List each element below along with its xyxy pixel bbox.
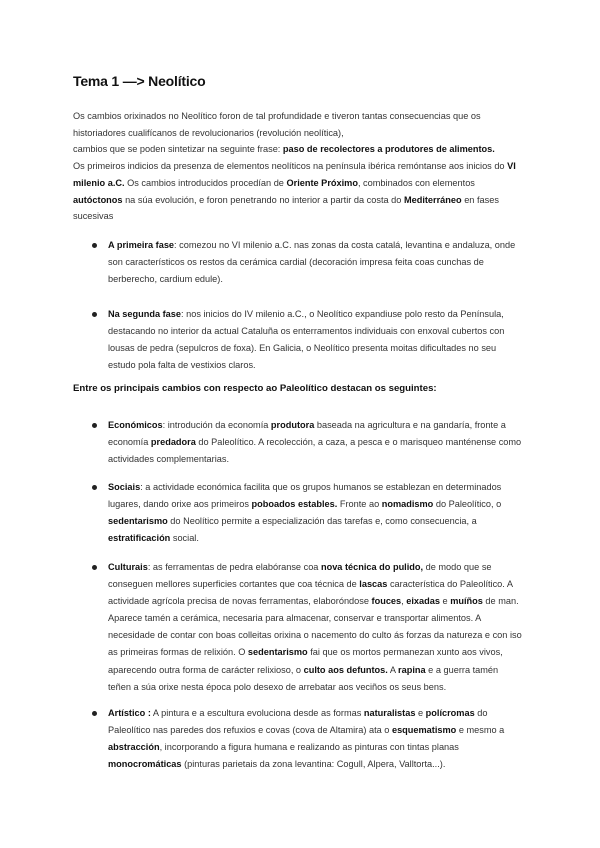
bullet-dot [92, 565, 97, 570]
intro-line: Os primeiros indicios da presenza de elementos neolíticos na península ibérica remóntanse aos inicios do VI [73, 161, 516, 172]
change-item-economic: Económicos: introdución da economía produtora baseada na agricultura e na gandaría, fronte a economía predadora do Paleolítico. A recolección, a caza, a pesca e o marisqueo manténense como actividades complementarias. [108, 420, 522, 465]
bullet-dot [92, 711, 97, 716]
intro-line: autóctonos na súa evolución, e foron penetrando no interior a partir da costa do Mediterráneo en fases [73, 194, 499, 205]
intro-paragraph [73, 108, 533, 225]
bullet-dot [92, 312, 97, 317]
phase-item-first: A primeira fase: comezou no VI milenio a.C. nas zonas da costa catalá, levantina e andaluza, onde son característicos os restos da cerámica cardial (decoración impresa feita coas cunchas de berberecho, cardium edule). [108, 240, 516, 285]
change-item-social: Sociais: a actividade económica facilita que os grupos humanos se establezan en determinados lugares, dando orixe aos primeiros poboados estables. Fronte ao nomadismo do Paleolítico, o sedentarismo do Neolítico permite a especialización das tarefas e, como consecuencia, a estratificación social. [108, 482, 502, 544]
intro-line: cambios que se poden sintetizar na seguinte frase: paso de recolectores a produtores de alimentos. [73, 144, 495, 155]
intro-line: historiadores cualifícanos de revolucionarios (revolución neolítica), [73, 127, 344, 138]
intro-line: sucesivas [73, 211, 114, 222]
page-title: Tema 1 —> Neolítico [73, 73, 206, 89]
phase-item-second: Na segunda fase: nos inicios do IV milenio a.C., o Neolítico expandiuse polo resto da Península, destacando no interior da actual Cataluña os enterramentos individuais con enxoval cubertos con lousas de pedra (sepulcros de foxa). En Galicia, o Neolítico presenta moitas dificultades no seu estudo pola falta de vestixios claros. [108, 309, 505, 371]
bullet-dot [92, 243, 97, 248]
change-item-cultural: Culturais: as ferramentas de pedra elabóranse coa nova técnica do pulido, de modo que se conseguen mellores superficies cortantes que coa técnica de lascas característica do Paleolítico. A actividade agrícola precisa de novas ferramentas, elaboróndose fouces, eixadas e muíños de man. Aparece tamén a cerámica, necesaria para almacenar, conservar e transportar alimentos. A necesidade de contar con boas colleitas orixina o nacemento do culto ás forzas da natureza e con iso as primeiras formas de relixión. O sedentarismo fai que os mortos permanezan xunto aos vivos, aparecendo outra forma de carácter relixioso, o culto aos defuntos. A rapina e a guerra tamén teñen a súa orixe nesta época polo desexo de arrebatar aos veciños os seus bens. [108, 562, 522, 692]
bullet-dot [92, 423, 97, 428]
intro-line: milenio a.C. Os cambios introducidos procedían de Oriente Próximo, combinados con elementos [73, 177, 475, 188]
section-heading: Entre os principais cambios con respecto ao Paleolítico destacan os seguintes: [73, 383, 437, 394]
intro-line: Os cambios orixinados no Neolítico foron de tal profundidade e tiveron tantas consecuencias que os [73, 111, 481, 121]
change-item-artistic: Artístico : A pintura e a escultura evoluciona desde as formas naturalistas e polícromas do Paleolítico nas paredes dos refuxios e covas (cova de Altamira) ata o esquematismo e mesmo a abstracción, incorporando a figura humana e realizando as pinturas con tintas planas monocromáticas (pinturas parietais da zona levantina: Cogull, Alpera, Valltorta...). [108, 708, 505, 770]
bullet-dot [92, 485, 97, 490]
